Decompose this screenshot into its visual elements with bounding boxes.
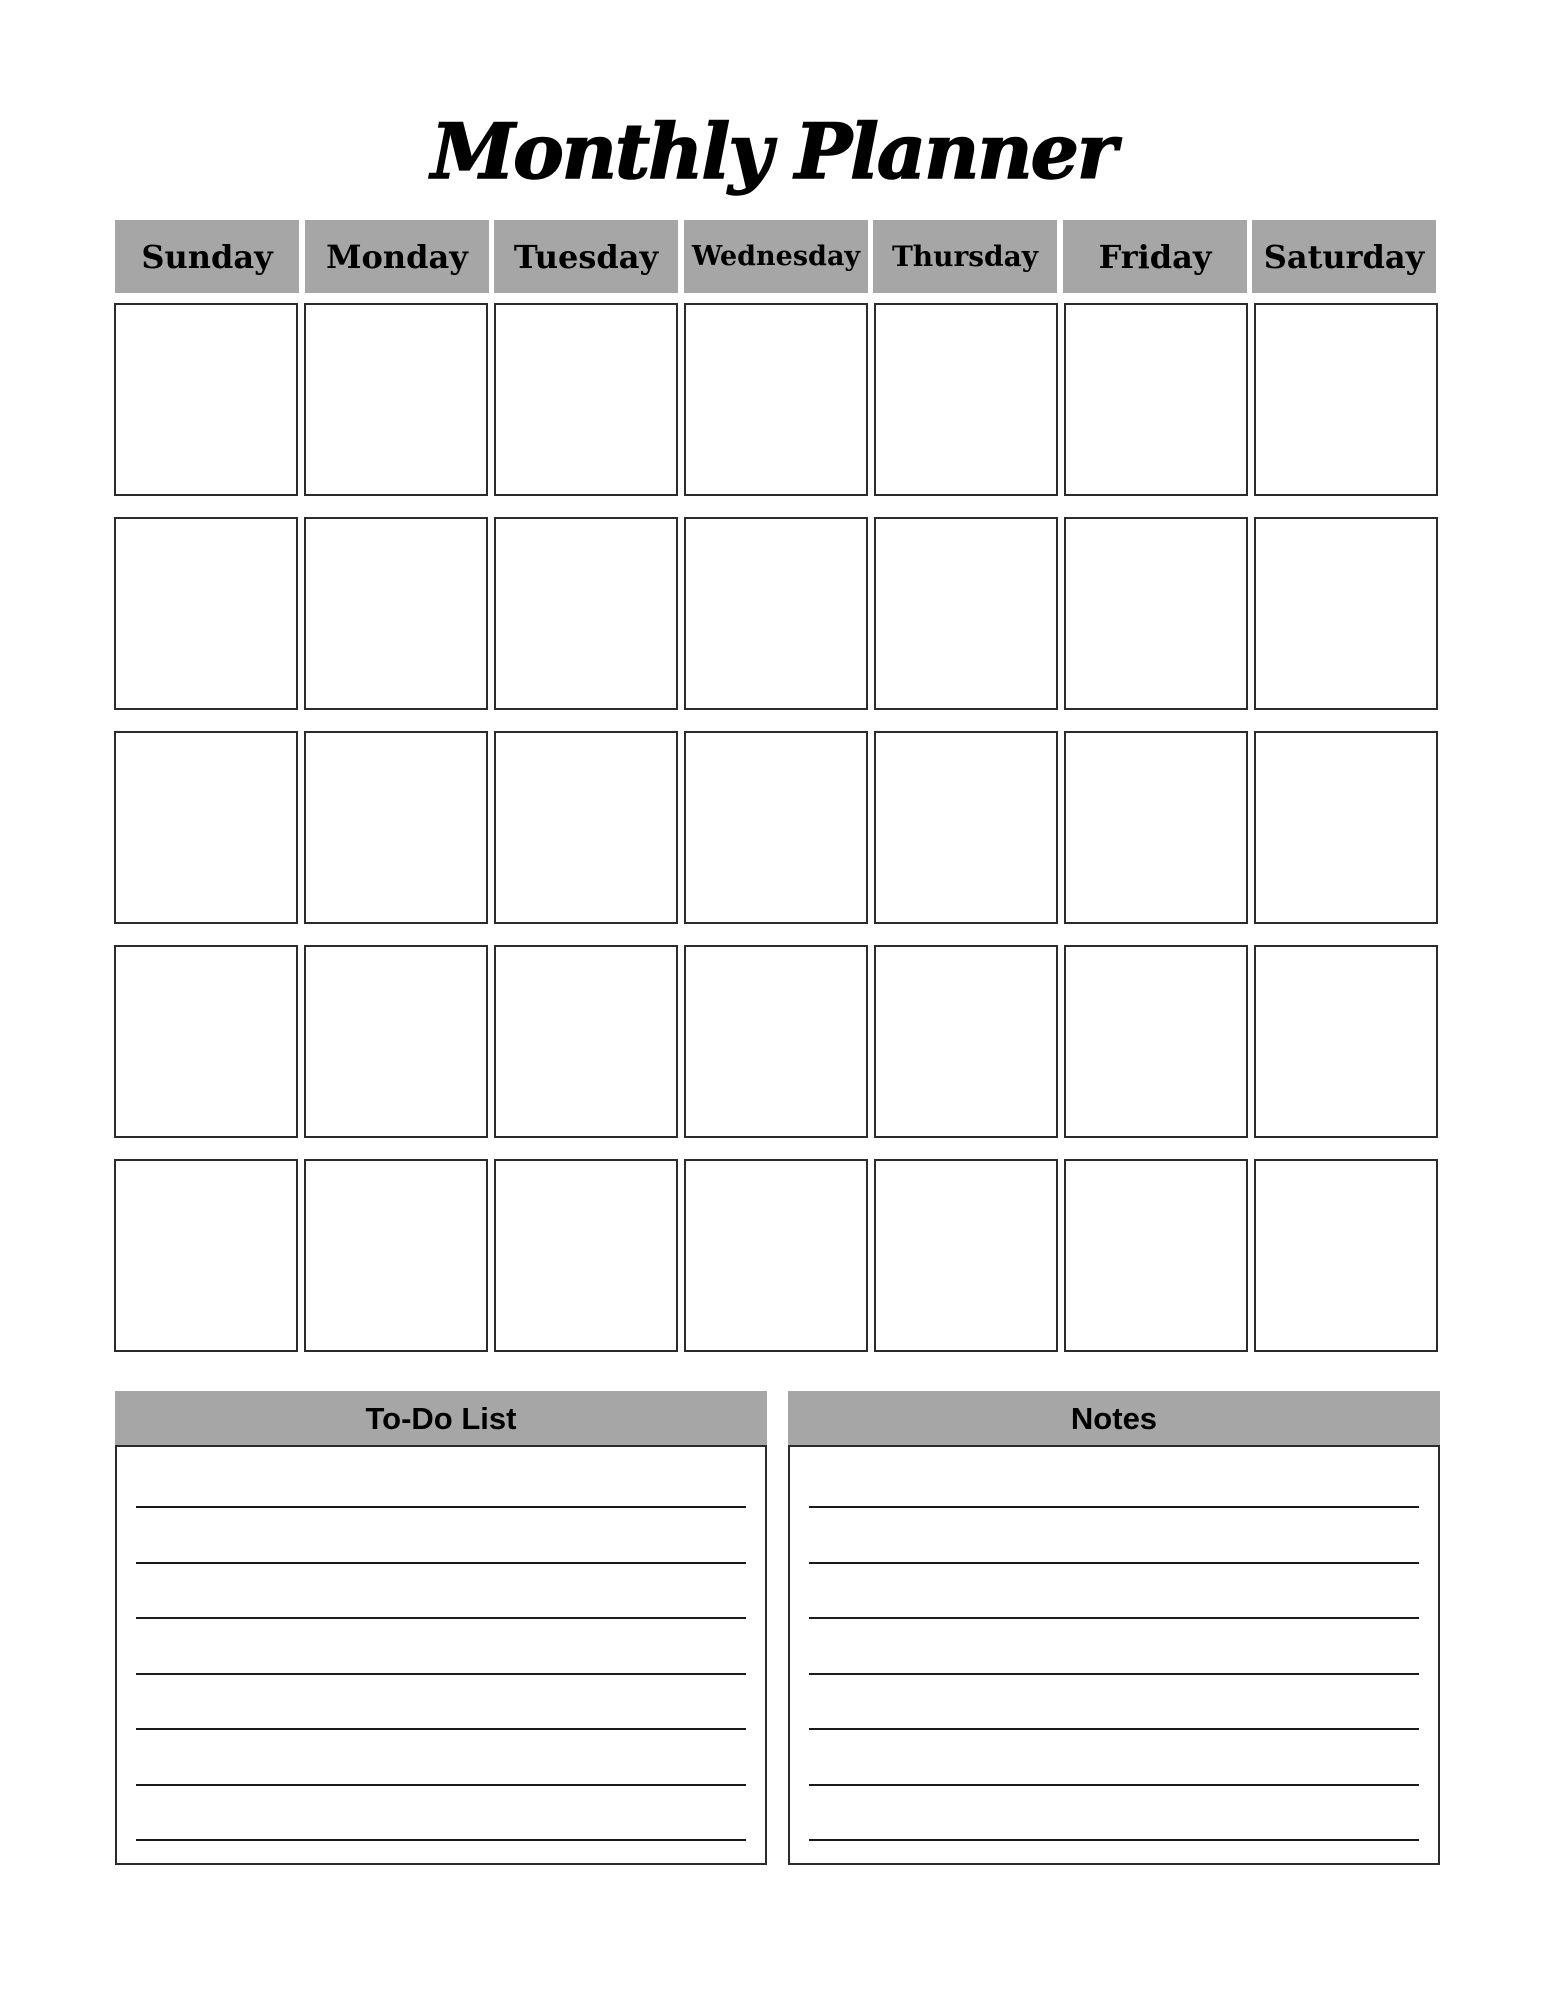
calendar-cell[interactable] [684, 303, 868, 496]
calendar-cell[interactable] [304, 731, 488, 924]
notes-line [809, 1562, 1419, 1564]
todo-box[interactable] [115, 1445, 767, 1865]
calendar-cell[interactable] [874, 1159, 1058, 1352]
calendar-cell[interactable] [1064, 731, 1248, 924]
day-header-friday: Friday [1063, 220, 1247, 293]
calendar-cell[interactable] [684, 731, 868, 924]
calendar-cell[interactable] [304, 517, 488, 710]
todo-header: To-Do List [115, 1391, 767, 1446]
calendar-cell[interactable] [1254, 303, 1438, 496]
calendar-cell[interactable] [1254, 1159, 1438, 1352]
day-header-saturday: Saturday [1252, 220, 1436, 293]
notes-box[interactable] [788, 1445, 1440, 1865]
calendar-cell[interactable] [494, 1159, 678, 1352]
day-header-sunday: Sunday [115, 220, 299, 293]
todo-line [136, 1673, 746, 1675]
todo-line [136, 1784, 746, 1786]
todo-line [136, 1728, 746, 1730]
notes-line [809, 1784, 1419, 1786]
calendar-cell[interactable] [304, 303, 488, 496]
day-header-thursday: Thursday [873, 220, 1057, 293]
day-header-wednesday: Wednesday [684, 220, 868, 293]
todo-line [136, 1506, 746, 1508]
calendar-cell[interactable] [874, 945, 1058, 1138]
calendar-cell[interactable] [684, 945, 868, 1138]
calendar-cell[interactable] [874, 303, 1058, 496]
calendar-cell[interactable] [494, 945, 678, 1138]
todo-line [136, 1617, 746, 1619]
calendar-cell[interactable] [684, 517, 868, 710]
calendar-cell[interactable] [114, 1159, 298, 1352]
notes-line [809, 1839, 1419, 1841]
calendar-cell[interactable] [874, 517, 1058, 710]
calendar-cell[interactable] [1064, 945, 1248, 1138]
day-header-tuesday: Tuesday [494, 220, 678, 293]
calendar-cell[interactable] [684, 1159, 868, 1352]
todo-line [136, 1839, 746, 1841]
calendar-cell[interactable] [1254, 517, 1438, 710]
calendar-cell[interactable] [304, 1159, 488, 1352]
calendar-cell[interactable] [114, 517, 298, 710]
todo-line [136, 1562, 746, 1564]
notes-line [809, 1506, 1419, 1508]
calendar-cell[interactable] [494, 303, 678, 496]
calendar-cell[interactable] [114, 303, 298, 496]
calendar-cell[interactable] [114, 731, 298, 924]
notes-line [809, 1617, 1419, 1619]
calendar-cell[interactable] [1254, 731, 1438, 924]
calendar-cell[interactable] [114, 945, 298, 1138]
calendar-cell[interactable] [494, 517, 678, 710]
calendar-cell[interactable] [304, 945, 488, 1138]
notes-header: Notes [788, 1391, 1440, 1446]
page-title: Monthly Planner [430, 107, 1116, 196]
calendar-cell[interactable] [1254, 945, 1438, 1138]
day-header-monday: Monday [305, 220, 489, 293]
notes-line [809, 1673, 1419, 1675]
calendar-cell[interactable] [494, 731, 678, 924]
notes-line [809, 1728, 1419, 1730]
calendar-cell[interactable] [1064, 303, 1248, 496]
calendar-cell[interactable] [874, 731, 1058, 924]
calendar-cell[interactable] [1064, 1159, 1248, 1352]
calendar-cell[interactable] [1064, 517, 1248, 710]
